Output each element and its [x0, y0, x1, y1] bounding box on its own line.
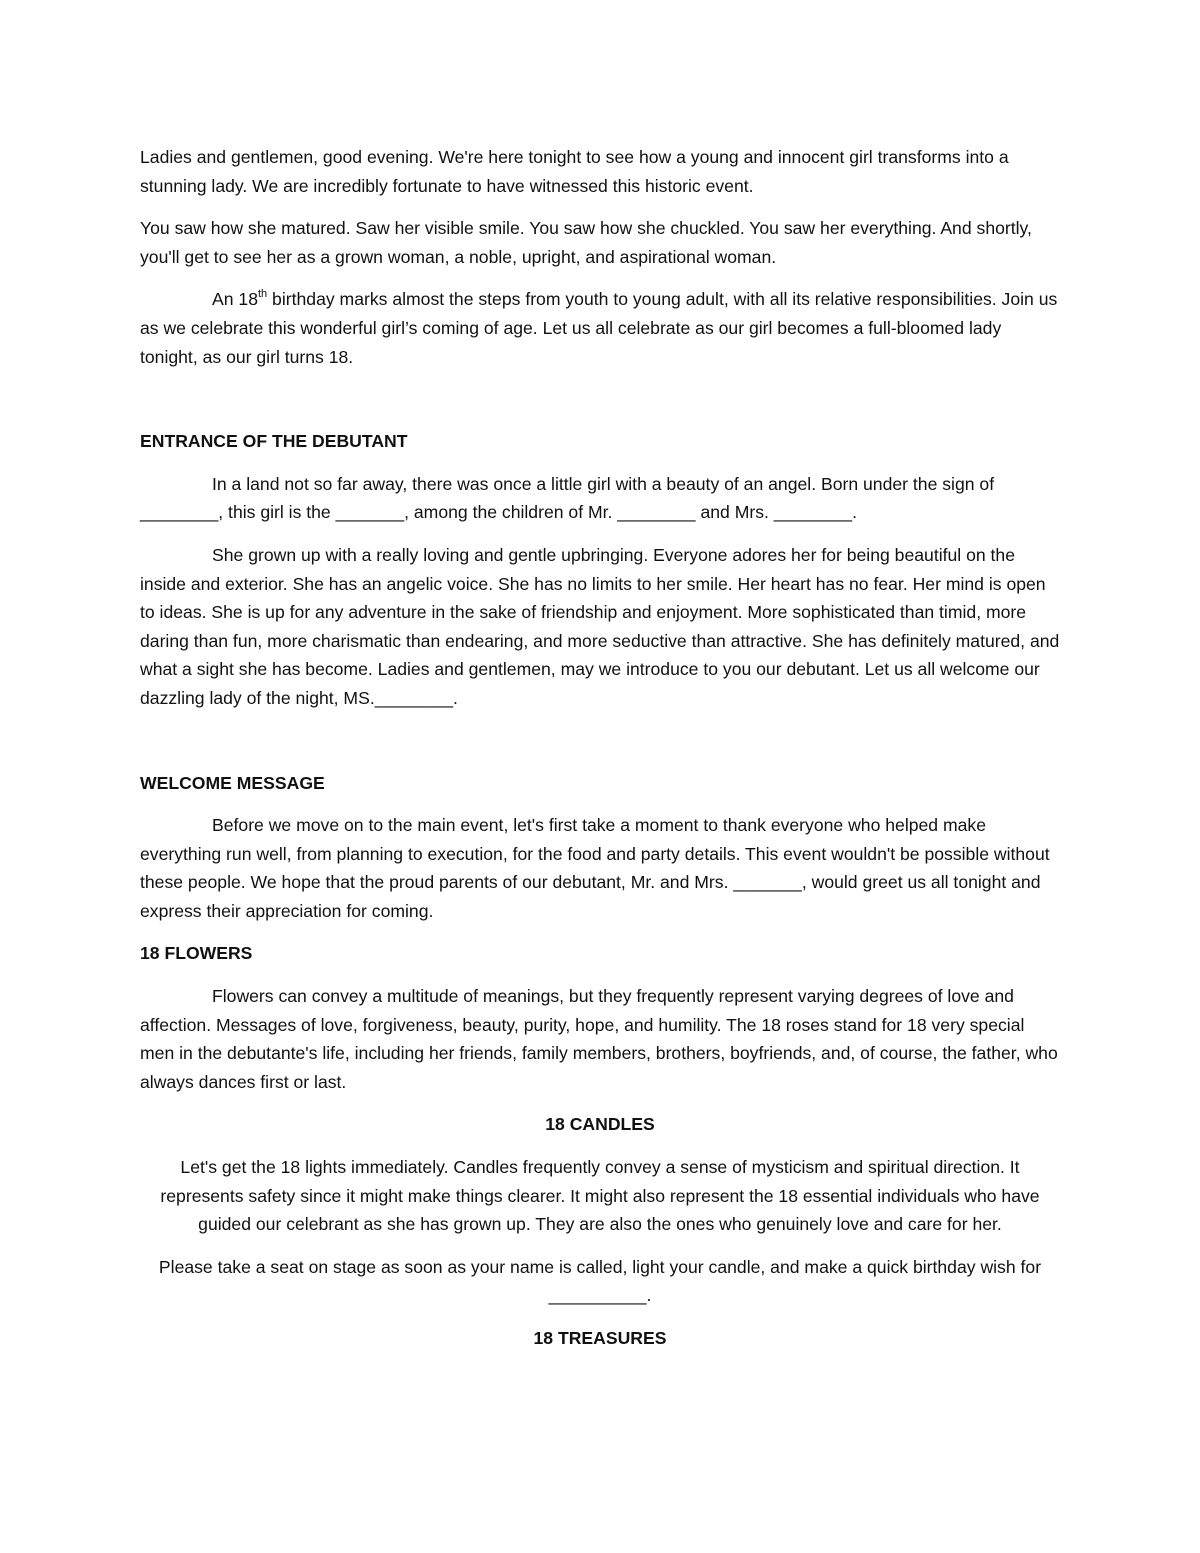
- flowers-paragraph: Flowers can convey a multitude of meanings, but they frequently represent varying degrees of love and affection. Messages of love, forgiveness, beauty, purity, hope, and humility. The 18 roses stand for 18 very special men in the debutante's life, including her friends, family members, brothers, boyfriends, and, of course, the father, who always dances first or last.: [140, 986, 1058, 1092]
- welcome-heading: WELCOME MESSAGE: [140, 772, 325, 793]
- intro-paragraph-2: You saw how she matured. Saw her visible smile. You saw how she chuckled. You saw her everything. And shortly, you'll get to see her as a grown woman, a noble, upright, and aspirational woman.: [140, 218, 1032, 267]
- intro-paragraph-3-start: An 18: [212, 289, 258, 310]
- welcome-paragraph: Before we move on to the main event, let's first take a moment to thank everyone who helped make everything run well, from planning to execution, for the food and party details. This event wouldn't be possible without these people. We hope that the proud parents of our debutant, Mr. and Mrs. _______, would greet us all tonight and express their appreciation for coming.: [140, 815, 1050, 921]
- entrance-paragraph-1: In a land not so far away, there was once a little girl with a beauty of an angel. Born under the sign of ________, this girl is the _______, among the children of Mr. ________ and Mrs. ________.: [140, 473, 995, 523]
- candles-paragraph-1: Let's get the 18 lights immediately. Candles frequently convey a sense of mysticism and spiritual direction. It represents safety since it might make things clearer. It might also represent the 18 essential individuals who have guided our celebrant as she has grown up. They are also the ones who genuinely love and care for her.: [160, 1157, 1040, 1235]
- document-body: [140, 143, 1060, 1353]
- candles-paragraph-2: Please take a seat on stage as soon as your name is called, light your candle, and make a quick birthday wish for __________.: [158, 1256, 1042, 1306]
- entrance-paragraph-2: She grown up with a really loving and gentle upbringing. Everyone adores her for being beautiful on the inside and exterior. She has an angelic voice. She has no limits to her smile. Her heart has no fear. Her mind is open to ideas. She is up for any adventure in the sake of friendship and enjoyment. More sophisticated than timid, more daring than fun, more charismatic than endearing, and more seductive than attractive. She has definitely matured, and what a sight she has become. Ladies and gentlemen, may we introduce to you our debutant. Let us all welcome our dazzling lady of the night, MS.________.: [140, 544, 1060, 708]
- ordinal-superscript: th: [257, 287, 268, 300]
- intro-paragraph-3-rest: birthday marks almost the steps from youth to young adult, with all its relative responsibilities. Join us as we celebrate this wonderful girl’s coming of age. Let us all celebrate as our girl becomes a full-bloomed lady tonight, as our girl turns 18.: [140, 289, 1058, 367]
- entrance-heading: ENTRANCE OF THE DEBUTANT: [140, 431, 408, 452]
- treasures-heading: 18 TREASURES: [533, 1328, 667, 1348]
- flowers-heading: 18 FLOWERS: [140, 943, 253, 964]
- intro-paragraph-1: Ladies and gentlemen, good evening. We're here tonight to see how a young and innocent girl transforms into a stunning lady. We are incredibly fortunate to have witnessed this historic event.: [140, 147, 1009, 196]
- intro-paragraph-3: [140, 285, 1060, 371]
- candles-heading: 18 CANDLES: [545, 1114, 655, 1135]
